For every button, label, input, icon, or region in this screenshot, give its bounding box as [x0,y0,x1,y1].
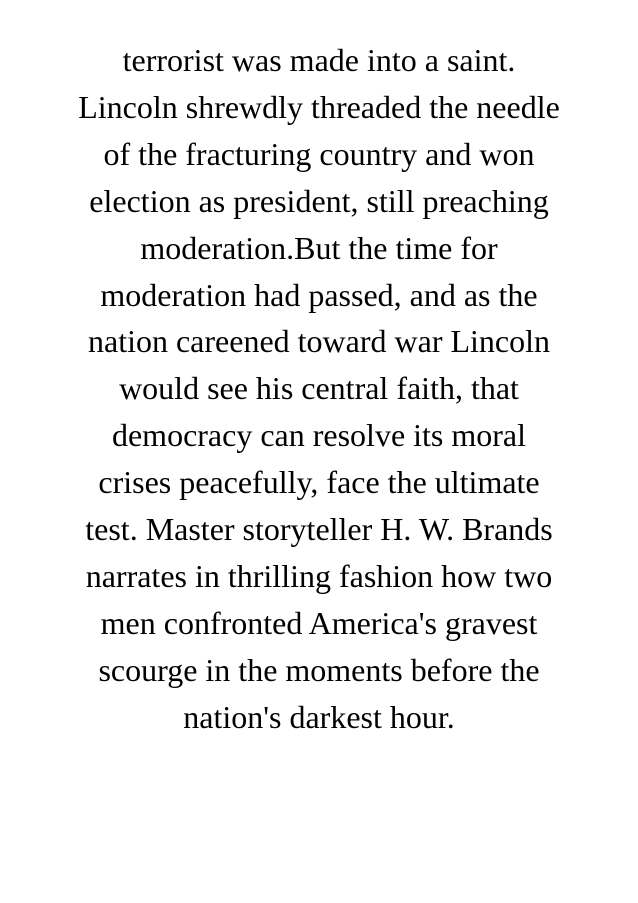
text-line-9: democracy can resolve its moral [111,417,527,454]
text-line-13: men confronted America's gravest [100,604,538,641]
text-line-2: Lincoln shrewdly threaded the needle [78,88,560,125]
text-line-1: terrorist was made into a saint. [122,42,516,78]
text-line-12: narrates in thrilling fashion how two [85,557,553,594]
text-line-3: of the fracturing country and won [103,135,535,172]
text-line-4: election as president, still preaching [89,182,549,219]
text-line-8: would see his central faith, that [119,370,519,407]
text-line-15: nation's darkest hour. [183,698,455,735]
text-line-14: scourge in the moments before the [98,651,540,688]
body-paragraph [20,37,618,741]
text-line-10: crises peacefully, face the ultimate [98,464,540,501]
text-line-11: test. Master storyteller H. W. Brands [85,511,553,548]
text-line-6: moderation had passed, and as the [100,276,538,313]
text-line-5: moderation.But the time for [140,229,498,266]
text-line-7: nation careened toward war Lincoln [87,323,550,360]
